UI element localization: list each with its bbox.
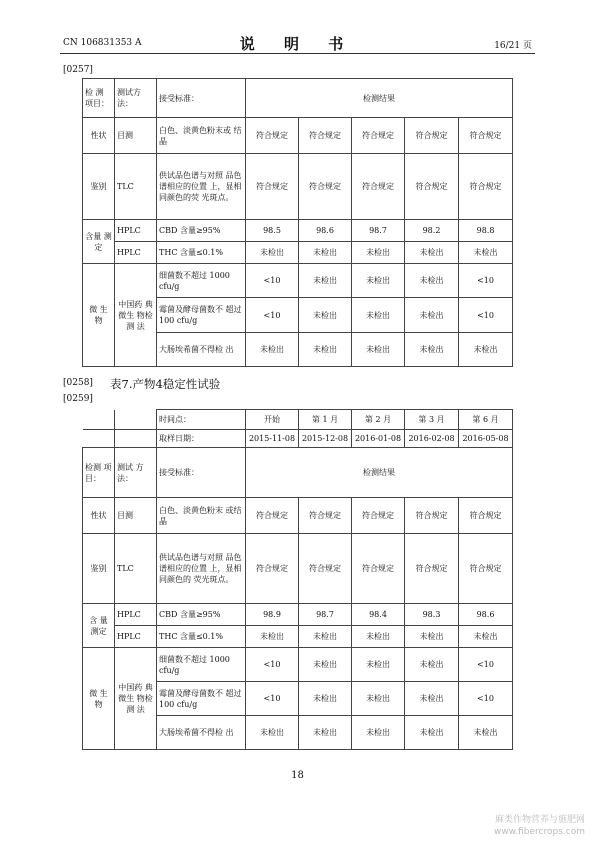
result-cell: <10 xyxy=(459,264,513,298)
result-cell: 符合规定 xyxy=(246,154,299,220)
item-microbial: 微 生 物 xyxy=(83,648,115,750)
method-tlc: TLC xyxy=(115,534,157,604)
std-appearance: 白色、淡黄色粉末 或结晶 xyxy=(157,498,246,534)
result-cell: 未检出 xyxy=(352,648,405,682)
result-cell: 未检出 xyxy=(299,333,352,367)
result-cell: 未检出 xyxy=(405,242,459,264)
result-cell: 未检出 xyxy=(299,716,352,750)
std-cbd: CBD 含量≥95% xyxy=(157,220,246,242)
header-method: 测试方 法： xyxy=(115,79,157,118)
method-pharmacopoeia: 中国药 典微生 物检测 法 xyxy=(115,264,157,367)
result-cell: 符合规定 xyxy=(459,498,513,534)
result-cell: 98.5 xyxy=(246,220,299,242)
result-cell: 未检出 xyxy=(352,242,405,264)
sampling-date: 2016-02-08 xyxy=(405,430,459,448)
result-cell: 未检出 xyxy=(405,682,459,716)
item-appearance: 性状 xyxy=(83,118,115,154)
paragraph-0259: [0259] xyxy=(63,394,93,404)
result-cell: 未检出 xyxy=(352,333,405,367)
item-appearance: 性状 xyxy=(83,498,115,534)
result-cell: 未检出 xyxy=(405,264,459,298)
result-cell: 98.6 xyxy=(299,220,352,242)
sampling-date: 2015-12-08 xyxy=(299,430,352,448)
result-cell: 未检出 xyxy=(352,264,405,298)
std-appearance: 白色、淡黄色粉末或 结晶 xyxy=(157,118,246,154)
stability-table-2 xyxy=(82,409,513,750)
result-cell: 符合规定 xyxy=(299,534,352,604)
header-standard: 接受标准： xyxy=(157,448,246,498)
result-cell: 98.9 xyxy=(246,604,299,626)
method-pharmacopoeia: 中国药 典微生 物检测 法 xyxy=(115,648,157,750)
result-cell: 未检出 xyxy=(405,298,459,333)
time-point: 第 6 月 xyxy=(459,410,513,430)
result-cell: 未检出 xyxy=(299,242,352,264)
result-cell: 98.7 xyxy=(299,604,352,626)
item-identification: 鉴别 xyxy=(83,534,115,604)
result-cell: 符合规定 xyxy=(405,118,459,154)
method-hplc: HPLC xyxy=(115,242,157,264)
result-cell: 符合规定 xyxy=(352,534,405,604)
result-cell: 符合规定 xyxy=(405,534,459,604)
result-cell: 符合规定 xyxy=(459,534,513,604)
item-identification: 鉴别 xyxy=(83,154,115,220)
result-cell: 符合规定 xyxy=(299,154,352,220)
result-cell: <10 xyxy=(246,648,299,682)
document-title: 说 明 书 xyxy=(239,35,356,53)
method-tlc: TLC xyxy=(115,154,157,220)
result-cell: 未检出 xyxy=(405,333,459,367)
result-cell: 符合规定 xyxy=(246,118,299,154)
std-cbd: CBD 含量≥95% xyxy=(157,604,246,626)
result-cell: 未检出 xyxy=(246,626,299,648)
item-content: 含 量 测定 xyxy=(83,604,115,648)
header-result: 检测结果 xyxy=(246,448,513,498)
result-cell: <10 xyxy=(246,298,299,333)
result-cell: 未检出 xyxy=(459,716,513,750)
result-cell: 符合规定 xyxy=(459,154,513,220)
method-hplc: HPLC xyxy=(115,604,157,626)
result-cell: 符合规定 xyxy=(352,498,405,534)
watermark-line: 麻类作物营养与施肥网 xyxy=(494,815,585,825)
std-bacteria: 细菌数不超过 1000 cfu/g xyxy=(157,648,246,682)
result-cell: 符合规定 xyxy=(405,498,459,534)
sampling-date: 2016-01-08 xyxy=(352,430,405,448)
result-cell: 未检出 xyxy=(299,648,352,682)
header-standard: 接受标准： xyxy=(157,79,246,118)
result-cell: 未检出 xyxy=(246,333,299,367)
std-thc: THC 含量≤0.1% xyxy=(157,242,246,264)
result-cell: 未检出 xyxy=(352,716,405,750)
watermark-line: www.fibercrops.com xyxy=(494,827,585,837)
paragraph-0258: [0258] xyxy=(63,378,93,388)
time-point-label: 时间点： xyxy=(157,410,246,430)
result-cell: 符合规定 xyxy=(352,118,405,154)
result-cell: 98.8 xyxy=(459,220,513,242)
result-cell: 符合规定 xyxy=(299,498,352,534)
std-ecoli: 大肠埃希菌不得检 出 xyxy=(157,333,246,367)
blank-cell xyxy=(115,430,157,448)
header-rule xyxy=(60,53,535,54)
blank-cell xyxy=(115,410,157,430)
result-cell: 98.3 xyxy=(405,604,459,626)
result-cell: 未检出 xyxy=(405,716,459,750)
page-indicator: 16/21 页 xyxy=(494,41,532,51)
item-content: 含量 测定 xyxy=(83,220,115,264)
blank-cell xyxy=(83,430,115,448)
result-cell: 符合规定 xyxy=(246,498,299,534)
method-visual: 目测 xyxy=(115,498,157,534)
sampling-date: 2015-11-08 xyxy=(246,430,299,448)
result-cell: 未检出 xyxy=(405,626,459,648)
result-cell: 未检出 xyxy=(299,264,352,298)
std-identification: 供试品色谱与对照 品色谱相应的位置 上，显相同颜色的荧 光斑点。 xyxy=(157,154,246,220)
item-microbial: 微 生 物 xyxy=(83,264,115,367)
result-cell: 未检出 xyxy=(459,333,513,367)
stability-table-1 xyxy=(82,78,513,367)
result-cell: <10 xyxy=(459,682,513,716)
result-cell: 未检出 xyxy=(246,242,299,264)
time-point: 第 3 月 xyxy=(405,410,459,430)
std-mold-yeast: 霉菌及酵母菌数不 超过 100 cfu/g xyxy=(157,298,246,333)
header-item: 检 测 项目： xyxy=(83,79,115,118)
sampling-date: 2016-05-08 xyxy=(459,430,513,448)
result-cell: 未检出 xyxy=(299,298,352,333)
method-visual: 目测 xyxy=(115,118,157,154)
result-cell: 未检出 xyxy=(405,648,459,682)
patent-number: CN 106831353 A xyxy=(63,38,142,48)
time-point: 开始 xyxy=(246,410,299,430)
std-bacteria: 细菌数不超过 1000 cfu/g xyxy=(157,264,246,298)
result-cell: 未检出 xyxy=(246,716,299,750)
result-cell: <10 xyxy=(246,264,299,298)
result-cell: 未检出 xyxy=(459,242,513,264)
result-cell: <10 xyxy=(459,298,513,333)
result-cell: 98.2 xyxy=(405,220,459,242)
std-ecoli: 大肠埃希菌不得检 出 xyxy=(157,716,246,750)
result-cell: 符合规定 xyxy=(299,118,352,154)
method-hplc: HPLC xyxy=(115,220,157,242)
result-cell: 98.7 xyxy=(352,220,405,242)
result-cell: 未检出 xyxy=(299,626,352,648)
result-cell: 98.4 xyxy=(352,604,405,626)
result-cell: <10 xyxy=(246,682,299,716)
sampling-date-label: 取样日期： xyxy=(157,430,246,448)
result-cell: 未检出 xyxy=(352,626,405,648)
result-cell: 未检出 xyxy=(459,626,513,648)
result-cell: 未检出 xyxy=(299,682,352,716)
header-method: 测试 方法： xyxy=(115,448,157,498)
time-point: 第 2 月 xyxy=(352,410,405,430)
result-cell: 符合规定 xyxy=(459,118,513,154)
paragraph-0257: [0257] xyxy=(63,65,93,75)
table-caption: 表7.产物4稳定性试验 xyxy=(110,377,221,391)
page-number: 18 xyxy=(291,770,304,781)
result-cell: 98.6 xyxy=(459,604,513,626)
watermark xyxy=(494,814,585,838)
result-cell: 未检出 xyxy=(352,682,405,716)
time-point: 第 1 月 xyxy=(299,410,352,430)
std-thc: THC 含量≤0.1% xyxy=(157,626,246,648)
std-identification: 供试品色谱与对照 品色谱相应的位置 上，显相同颜色的 荧光斑点。 xyxy=(157,534,246,604)
result-cell: 符合规定 xyxy=(246,534,299,604)
method-hplc: HPLC xyxy=(115,626,157,648)
blank-cell xyxy=(83,410,115,430)
header-result: 检测结果 xyxy=(246,79,513,118)
result-cell: 未检出 xyxy=(352,298,405,333)
std-mold-yeast: 霉菌及酵母菌数不 超过 100 cfu/g xyxy=(157,682,246,716)
result-cell: <10 xyxy=(459,648,513,682)
result-cell: 符合规定 xyxy=(405,154,459,220)
result-cell: 符合规定 xyxy=(352,154,405,220)
header-item: 检测 项 目： xyxy=(83,448,115,498)
